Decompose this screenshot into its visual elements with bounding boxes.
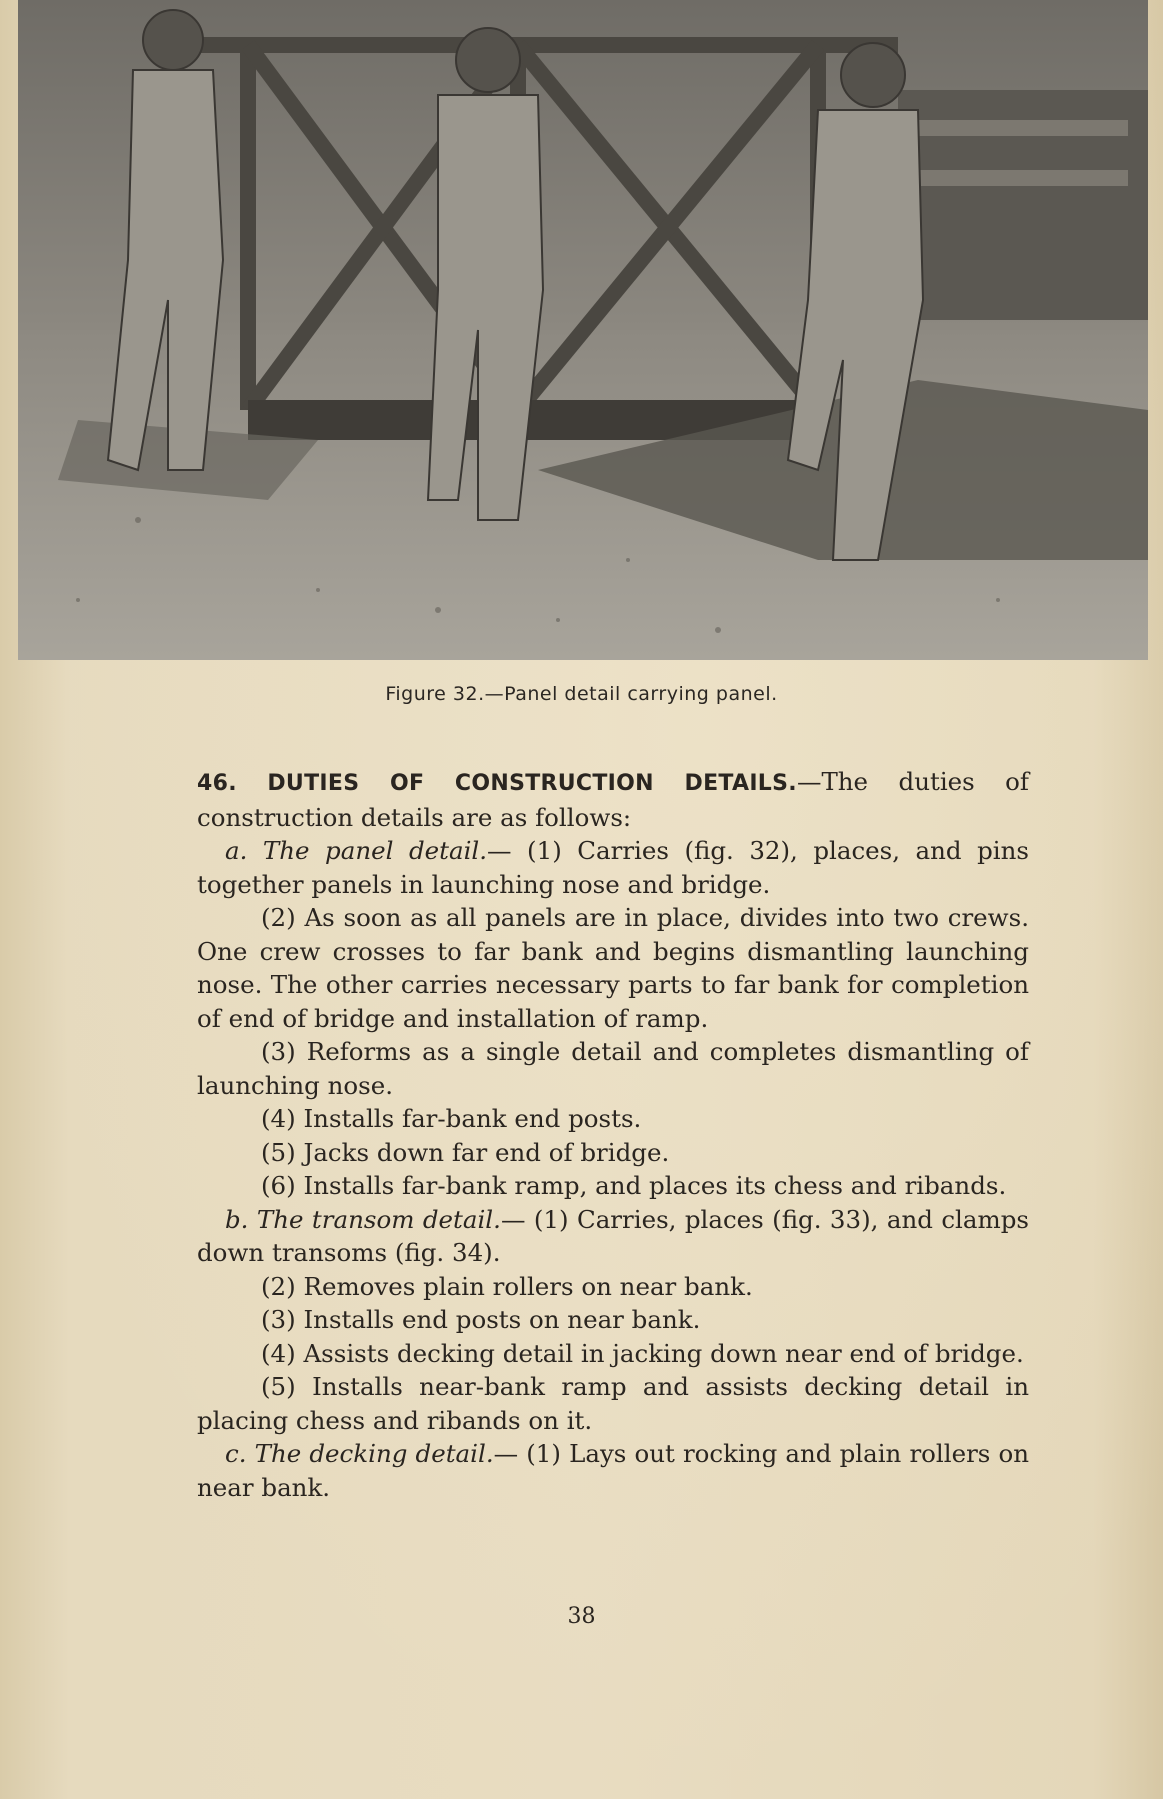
paragraph-b3: (3) Installs end posts on near bank. <box>261 1305 701 1334</box>
paragraph-a2: (2) As soon as all panels are in place, divides into two crews. One crew crosses to far bank and begins dismantling launching nose. The other carries necessary parts to far bank for completion of end of bridge and installation of ramp. <box>197 903 1029 1033</box>
section-intro: —The duties of construction details are as follows: <box>197 767 1029 832</box>
photo-image <box>18 0 1148 660</box>
paragraph-b1: b. The transom detail.— (1) Carries, places (fig. 33), and clamps down transoms (fig. 34). <box>197 1204 1029 1267</box>
paragraph-a-label: a. <box>225 836 248 865</box>
paragraph-c-title: The decking detail. <box>254 1439 494 1468</box>
paragraph-b4: (4) Assists decking detail in jacking down near end of bridge. <box>261 1338 1024 1368</box>
paragraph-c1: c. The decking detail.— (1) Lays out rocking and plain rollers on near bank. <box>197 1439 1029 1502</box>
paragraph-a1: a. The panel detail.— (1) Carries (fig. 32), places, and pins together panels in launching nose and bridge. <box>197 836 1029 899</box>
body-text <box>197 765 1029 1504</box>
figure-photo <box>18 0 1148 660</box>
paragraph-c-label: c. <box>225 1439 247 1468</box>
paragraph-a-title: The panel detail. <box>262 836 488 865</box>
paragraph-b-title: The transom detail. <box>256 1204 501 1234</box>
section-heading: DUTIES OF CONSTRUCTION DETAILS. <box>267 771 797 796</box>
paragraph-a6: (6) Installs far-bank ramp, and places its chess and ribands. <box>261 1171 1007 1200</box>
paragraph-a3: (3) Reforms as a single detail and completes dismantling of launching nose. <box>197 1037 1029 1100</box>
paragraph-b5: (5) Installs near-bank ramp and assists decking detail in placing chess and ribands on it. <box>197 1372 1029 1435</box>
paragraph-a5: (5) Jacks down far end of bridge. <box>261 1137 670 1167</box>
paragraph-b-label: b. <box>225 1204 249 1234</box>
paragraph-b2: (2) Removes plain rollers on near bank. <box>261 1271 753 1301</box>
section-number: 46. <box>197 771 237 796</box>
paragraph-a4: (4) Installs far-bank end posts. <box>261 1104 642 1133</box>
section-heading-paragraph <box>197 765 1029 834</box>
page-number: 38 <box>567 1604 596 1629</box>
figure-caption: Figure 32.—Panel detail carrying panel. <box>385 683 778 705</box>
